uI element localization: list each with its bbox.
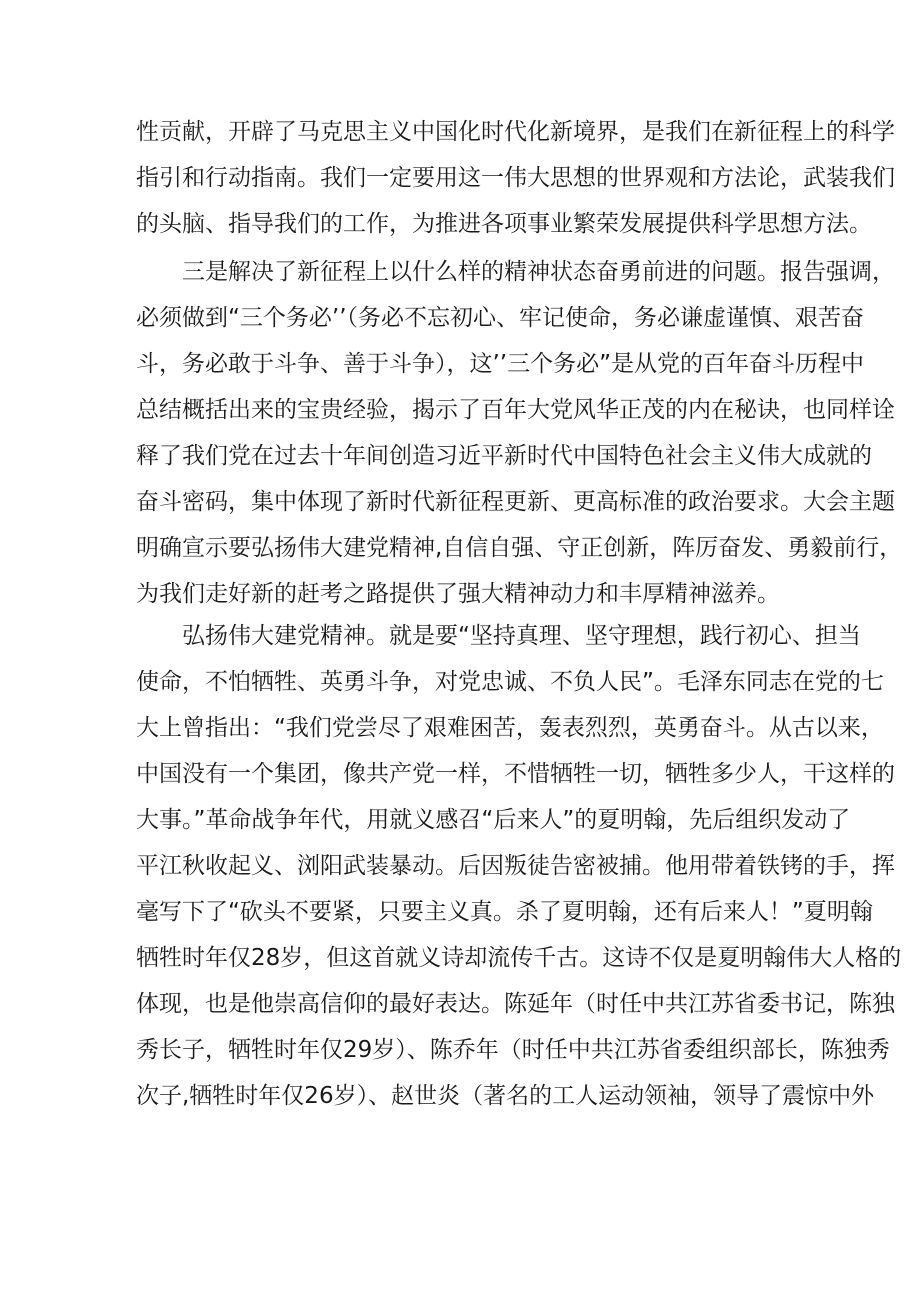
text-line: 明确宣示要弘扬伟大建党精神,自信自强、守正创新，阵厉奋发、勇毅前行， [136, 535, 903, 561]
text-line: 使命，不怕牺牲、英勇斗争，对党忠诚、不负人民”。毛泽东同志在党的七 [136, 669, 884, 695]
text-line: 大上曾指出：“我们党尝尽了艰难困苦，轰表烈烈，英勇奋斗。从古以来， [136, 715, 884, 741]
paragraph-3 [136, 613, 902, 1119]
paragraph-2 [136, 249, 903, 617]
text-line: 总结概括出来的宝贵经验，揭示了百年大党风华正茂的内在秘诀，也同样诠 [136, 397, 895, 423]
text-line: 的头脑、指导我们的工作，为推进各项事业繁荣发展提供科学思想方法。 [136, 211, 872, 237]
text-line: 奋斗密码，集中体现了新时代新征程更新、更高标准的政治要求。大会主题 [136, 489, 895, 515]
text-line: 释了我们党在过去十年间创造习近平新时代中国特色社会主义伟大成就的 [136, 443, 872, 469]
text-line: 体现，也是他崇高信仰的最好表达。陈延年（时任中共江苏省委书记，陈独 [136, 991, 895, 1017]
text-line: 三是解决了新征程上以什么样的精神状态奋勇前进的问题。报告强调， [182, 259, 895, 285]
text-line: 为我们走好新的赶考之路提供了强大精神动力和丰厚精神滋养。 [136, 581, 780, 607]
paragraph-1 [136, 109, 895, 247]
text-line: 必须做到“三个务必’’（务必不忘初心、牢记使命，务必谦虚谨慎、艰苦奋 [136, 305, 865, 331]
text-line: 秀长子，牺牲时年仅29岁）、陈乔年（时任中共江苏省委组织部长，陈独秀 [136, 1037, 890, 1063]
text-line: 性贡献，开辟了马克思主义中国化时代化新境界，是我们在新征程上的科学 [136, 119, 895, 145]
text-line: 次子,牺牲时年仅26岁）、赵世炎（著名的工人运动领袖，领导了震惊中外 [136, 1083, 875, 1109]
text-line: 中国没有一个集团，像共产党一样，不惜牺牲一切，牺牲多少人，干这样的 [136, 761, 895, 787]
text-line: 弘扬伟大建党精神。就是要“坚持真理、坚守理想，践行初心、担当 [182, 623, 861, 649]
text-line: 平江秋收起义、浏阳武装暴动。后因叛徒告密被捕。他用带着铁铐的手，挥 [136, 853, 895, 879]
text-line: 毫写下了“砍头不要紧，只要主义真。杀了夏明翰，还有后来人！”夏明翰 [136, 899, 873, 925]
text-line: 牺牲时年仅28岁，但这首就义诗却流传千古。这诗不仅是夏明翰伟大人格的 [136, 945, 902, 971]
text-line: 指引和行动指南。我们一定要用这一伟大思想的世界观和方法论，武装我们 [136, 165, 895, 191]
text-line: 斗，务必敢于斗争、善于斗争），这’’三个务必”是从党的百年奋斗历程中 [136, 351, 865, 377]
text-line: 大事。”革命战争年代，用就义感召“后来人”的夏明翰，先后组织发动了 [136, 807, 851, 833]
